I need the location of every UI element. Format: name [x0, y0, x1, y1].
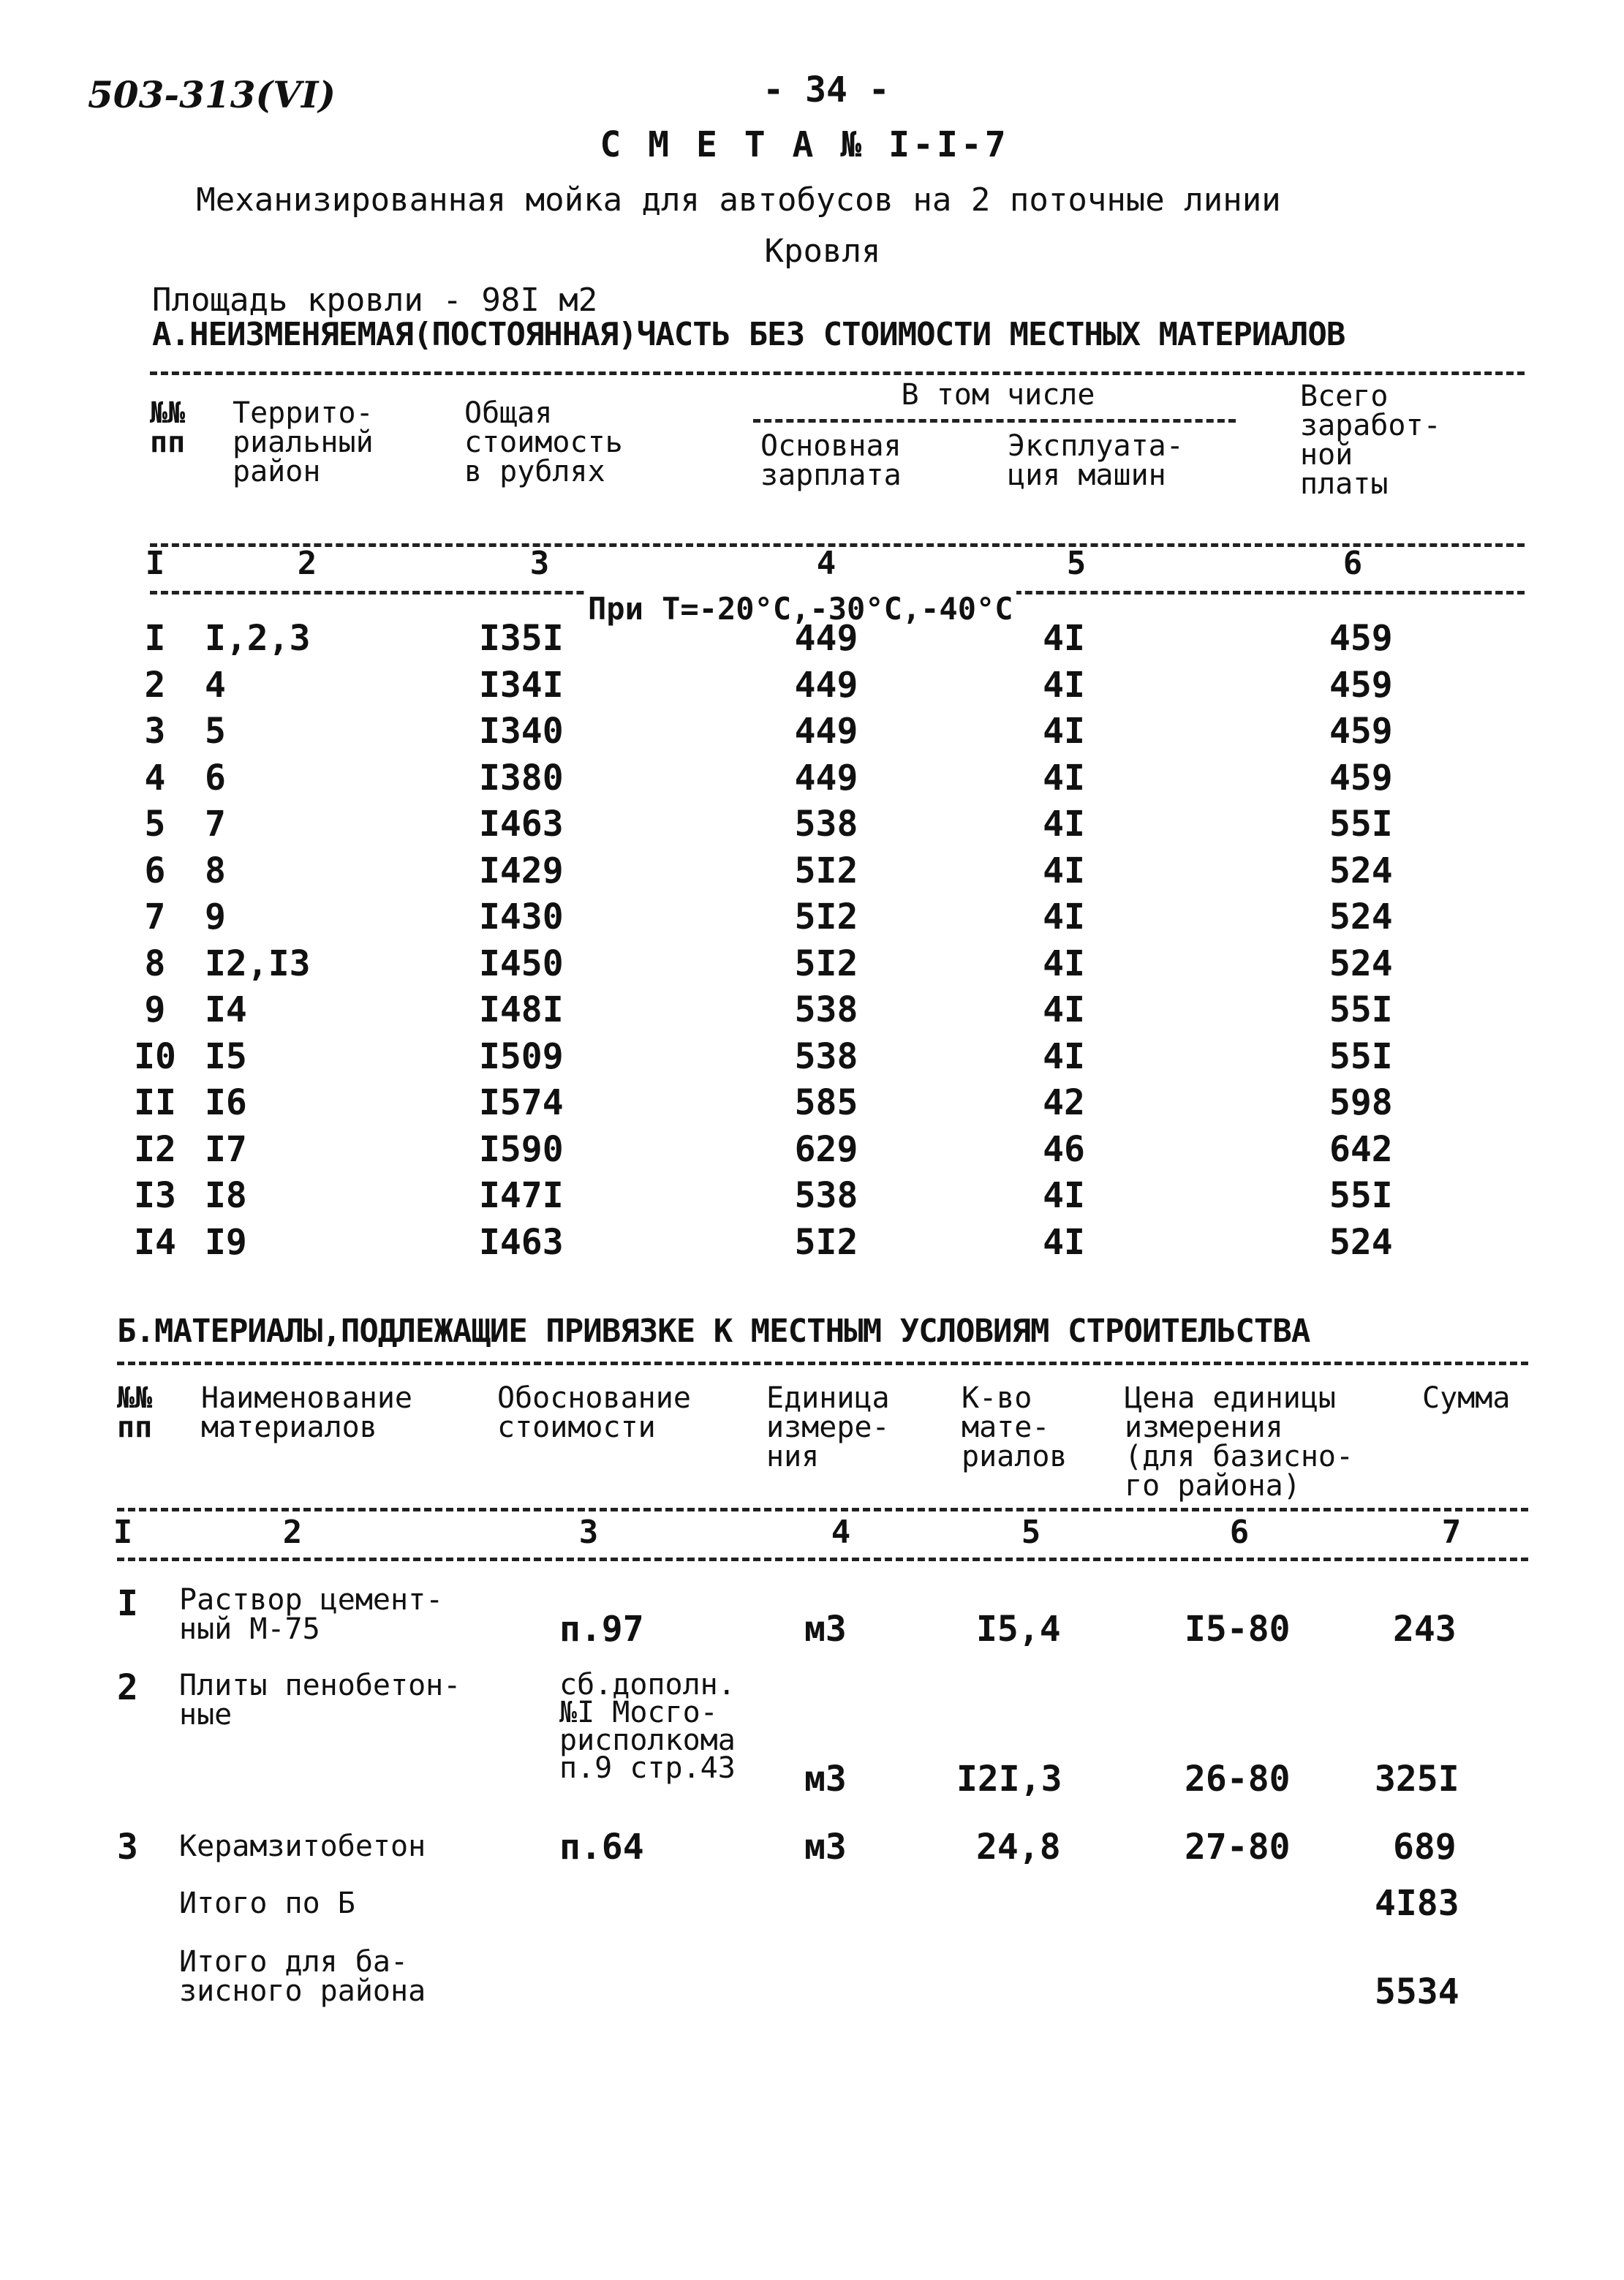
row-num: 5 [144, 804, 166, 845]
row-total-pay: 598 [1329, 1082, 1393, 1123]
estimate-title: С М Е Т А № I-I-7 [600, 124, 1009, 165]
row-salary: 538 [794, 1035, 858, 1077]
row-district: 6 [205, 757, 226, 799]
row-machines: 4I [1043, 757, 1085, 799]
item-3-unit: м3 [804, 1827, 847, 1868]
part-a-heading: А.НЕИЗМЕНЯЕМАЯ(ПОСТОЯННАЯ)ЧАСТЬ БЕЗ СТОИМОСТИ МЕСТНЫХ МАТЕРИАЛОВ [152, 316, 1345, 353]
header-district: Террито- риальный район [233, 396, 374, 488]
row-total-pay: 55I [1329, 989, 1393, 1030]
header-b-num: №№ пп [117, 1381, 153, 1444]
row-total-pay: 524 [1329, 896, 1393, 937]
row-salary: 5I2 [794, 943, 858, 984]
row-num: I [144, 618, 166, 659]
row-num: 6 [144, 850, 166, 891]
row-district: I8 [205, 1175, 247, 1216]
col-b-number-7: 7 [1441, 1514, 1462, 1551]
divider [753, 419, 1236, 423]
row-district: I2,I3 [205, 943, 311, 984]
row-district: I6 [205, 1082, 247, 1123]
row-district: I5 [205, 1035, 247, 1077]
col-number-2: 2 [297, 545, 317, 582]
item-2-price: 26-80 [1185, 1759, 1291, 1800]
row-district: I4 [205, 989, 247, 1030]
item-3-basis: п.64 [559, 1827, 644, 1868]
row-machines: 4I [1043, 711, 1085, 752]
row-machines: 4I [1043, 989, 1085, 1030]
row-num: 2 [144, 664, 166, 706]
row-salary: 629 [794, 1128, 858, 1170]
header-b-qty: К-во мате- риалов [962, 1381, 1068, 1473]
col-number-4: 4 [816, 545, 836, 582]
total-base-value: 5534 [1375, 1971, 1459, 2012]
row-num: I2 [134, 1128, 176, 1170]
item-2-sum: 325I [1375, 1759, 1459, 1800]
row-cost: I380 [479, 757, 564, 799]
item-1-price: I5-80 [1185, 1609, 1291, 1650]
row-cost: I463 [479, 1221, 564, 1263]
estimate-subtitle: Механизированная мойка для автобусов на 2 поточные линии [196, 181, 1281, 219]
document-code: 503-313(VI) [88, 73, 336, 116]
row-district: 8 [205, 850, 226, 891]
header-total-pay: Всего заработ- ной платы [1300, 380, 1441, 501]
row-machines: 4I [1043, 896, 1085, 937]
row-total-pay: 524 [1329, 1221, 1393, 1263]
row-salary: 538 [794, 989, 858, 1030]
col-b-number-1: I [113, 1514, 133, 1551]
item-3-qty: 24,8 [976, 1827, 1061, 1868]
row-cost: I590 [479, 1128, 564, 1170]
row-cost: I574 [479, 1082, 564, 1123]
item-3-price: 27-80 [1185, 1827, 1291, 1868]
row-num: 3 [144, 711, 166, 752]
col-b-number-3: 3 [578, 1514, 599, 1551]
header-machines: Эксплуата- ция машин [1008, 429, 1184, 492]
col-b-number-6: 6 [1229, 1514, 1250, 1551]
divider [150, 371, 1525, 375]
row-salary: 5I2 [794, 1221, 858, 1263]
item-2-name: Плиты пенобетон- ные [179, 1669, 461, 1732]
temperature-note: При Т=-20°С,-30°С,-40°С [585, 591, 1016, 627]
row-num: 9 [144, 989, 166, 1030]
row-salary: 5I2 [794, 850, 858, 891]
row-district: 4 [205, 664, 226, 706]
row-num: I0 [134, 1035, 176, 1077]
col-b-number-4: 4 [831, 1514, 851, 1551]
header-cost: Общая стоимость в рублях [464, 396, 623, 488]
item-3-num: 3 [117, 1827, 138, 1868]
row-machines: 4I [1043, 618, 1085, 659]
item-2-basis: сб.дополн. №I Мосго- рисполкома п.9 стр.43 [559, 1668, 736, 1785]
col-b-number-5: 5 [1021, 1514, 1041, 1551]
row-district: I9 [205, 1221, 247, 1263]
row-total-pay: 524 [1329, 943, 1393, 984]
header-b-price: Цена единицы измерения (для базисно- го района) [1125, 1381, 1354, 1503]
divider [117, 1558, 1528, 1561]
item-3-sum: 689 [1393, 1827, 1457, 1868]
row-salary: 449 [794, 711, 858, 752]
page-number: - 34 - [763, 69, 890, 110]
item-2-unit: м3 [804, 1759, 847, 1800]
col-number-5: 5 [1066, 545, 1087, 582]
row-cost: I429 [479, 850, 564, 891]
part-b-heading: Б.МАТЕРИАЛЫ,ПОДЛЕЖАЩИЕ ПРИВЯЗКЕ К МЕСТНЫМ УСЛОВИЯМ СТРОИТЕЛЬСТВА [117, 1313, 1310, 1350]
row-total-pay: 55I [1329, 1035, 1393, 1077]
row-cost: I48I [479, 989, 564, 1030]
row-machines: 4I [1043, 1175, 1085, 1216]
roof-area: Площадь кровли - 98I м2 [152, 282, 598, 319]
row-salary: 449 [794, 757, 858, 799]
row-cost: I430 [479, 896, 564, 937]
row-num: 7 [144, 896, 166, 937]
header-salary: Основная зарплата [760, 429, 902, 492]
col-number-6: 6 [1342, 545, 1363, 582]
header-num: №№ пп [150, 396, 186, 459]
row-cost: I509 [479, 1035, 564, 1077]
item-1-name: Раствор цемент- ный М-75 [179, 1583, 444, 1646]
row-district: 7 [205, 804, 226, 845]
col-number-1: I [145, 545, 165, 582]
row-salary: 449 [794, 664, 858, 706]
item-1-basis: п.97 [559, 1609, 644, 1650]
item-1-num: I [117, 1583, 138, 1624]
row-total-pay: 524 [1329, 850, 1393, 891]
row-salary: 585 [794, 1082, 858, 1123]
row-salary: 5I2 [794, 896, 858, 937]
row-salary: 538 [794, 1175, 858, 1216]
row-total-pay: 55I [1329, 1175, 1393, 1216]
row-machines: 4I [1043, 664, 1085, 706]
header-b-unit: Единица измере- ния [766, 1381, 890, 1473]
row-num: 8 [144, 943, 166, 984]
row-cost: I47I [479, 1175, 564, 1216]
row-district: 9 [205, 896, 226, 937]
row-total-pay: 459 [1329, 618, 1393, 659]
divider [117, 1362, 1528, 1365]
section-name: Кровля [764, 233, 881, 270]
row-total-pay: 459 [1329, 711, 1393, 752]
row-district: I,2,3 [205, 618, 311, 659]
divider [150, 543, 1525, 547]
item-3-name: Керамзитобетон [179, 1830, 426, 1863]
divider [117, 1508, 1528, 1511]
row-machines: 4I [1043, 804, 1085, 845]
row-num: 4 [144, 757, 166, 799]
total-b-value: 4I83 [1375, 1883, 1459, 1924]
row-salary: 538 [794, 804, 858, 845]
row-cost: I450 [479, 943, 564, 984]
row-district: 5 [205, 711, 226, 752]
row-salary: 449 [794, 618, 858, 659]
row-machines: 4I [1043, 1035, 1085, 1077]
row-num: I4 [134, 1221, 176, 1263]
row-num: II [134, 1082, 176, 1123]
item-1-sum: 243 [1393, 1609, 1457, 1650]
row-total-pay: 642 [1329, 1128, 1393, 1170]
item-1-unit: м3 [804, 1609, 847, 1650]
row-machines: 46 [1043, 1128, 1085, 1170]
total-base-label: Итого для ба- зисного района [179, 1945, 426, 2008]
row-district: I7 [205, 1128, 247, 1170]
col-b-number-2: 2 [282, 1514, 303, 1551]
row-total-pay: 55I [1329, 804, 1393, 845]
item-1-qty: I5,4 [976, 1609, 1061, 1650]
row-total-pay: 459 [1329, 664, 1393, 706]
row-machines: 4I [1043, 943, 1085, 984]
header-b-name: Наименование материалов [201, 1381, 412, 1444]
row-machines: 4I [1043, 1221, 1085, 1263]
row-cost: I34I [479, 664, 564, 706]
header-b-basis: Обоснование стоимости [497, 1381, 691, 1444]
row-machines: 42 [1043, 1082, 1085, 1123]
row-cost: I340 [479, 711, 564, 752]
row-machines: 4I [1043, 850, 1085, 891]
row-cost: I463 [479, 804, 564, 845]
col-number-3: 3 [529, 545, 550, 582]
item-2-num: 2 [117, 1667, 138, 1708]
header-incl: В том числе [901, 378, 1095, 412]
row-cost: I35I [479, 618, 564, 659]
total-b-label: Итого по Б [179, 1887, 355, 1920]
row-total-pay: 459 [1329, 757, 1393, 799]
item-2-qty: I2I,3 [956, 1759, 1062, 1800]
header-b-sum: Сумма [1422, 1381, 1511, 1415]
row-num: I3 [134, 1175, 176, 1216]
